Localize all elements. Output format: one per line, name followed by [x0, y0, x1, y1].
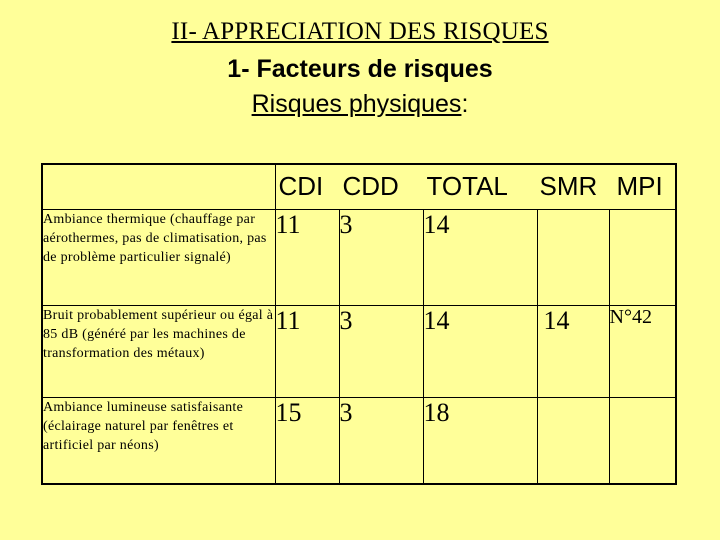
- header-cdd: CDD: [342, 171, 399, 201]
- table-row: [42, 306, 676, 398]
- cell-cdd: 3: [339, 398, 423, 484]
- header-total: TOTAL: [426, 171, 508, 201]
- row-label-lighting: Ambiance lumineuse satisfaisante (éclairage naturel par fenêtres et artificiel par néons): [42, 398, 275, 484]
- header-empty-cell: [42, 164, 275, 210]
- table-row: [42, 398, 676, 484]
- row-label-thermal: Ambiance thermique (chauffage par aérothermes, pas de climatisation, pas de problème particulier signalé): [42, 210, 275, 306]
- header-mpi: MPI: [616, 171, 663, 201]
- header-smr: SMR: [539, 171, 598, 201]
- table-header-row: [42, 164, 676, 210]
- subsection-title: 1- Facteurs de risques: [227, 55, 493, 83]
- cell-smr: [537, 210, 609, 306]
- risk-type-label: Risques physiques: [251, 90, 462, 118]
- sub-subsection-title: [0, 90, 720, 119]
- cell-smr: 14: [537, 306, 609, 398]
- cell-cdd: 3: [339, 306, 423, 398]
- cell-mpi: [609, 210, 676, 306]
- cell-smr: [537, 398, 609, 484]
- risk-type-colon: :: [461, 90, 469, 118]
- cell-mpi: N°42: [609, 306, 676, 398]
- header-cdi: CDI: [278, 171, 324, 201]
- cell-total: 18: [423, 398, 537, 484]
- cell-mpi: [609, 398, 676, 484]
- table-row: [42, 210, 676, 306]
- cell-cdi: 15: [275, 398, 339, 484]
- cell-cdi: 11: [275, 210, 339, 306]
- section-title: II- APPRECIATION DES RISQUES: [171, 18, 549, 45]
- cell-total: 14: [423, 210, 537, 306]
- cell-cdi: 11: [275, 306, 339, 398]
- cell-cdd: 3: [339, 210, 423, 306]
- header-labels-cell: [275, 164, 676, 210]
- cell-total: 14: [423, 306, 537, 398]
- risk-table: [41, 163, 677, 485]
- row-label-noise: Bruit probablement supérieur ou égal à 85 dB (généré par les machines de transformation des métaux): [42, 306, 275, 398]
